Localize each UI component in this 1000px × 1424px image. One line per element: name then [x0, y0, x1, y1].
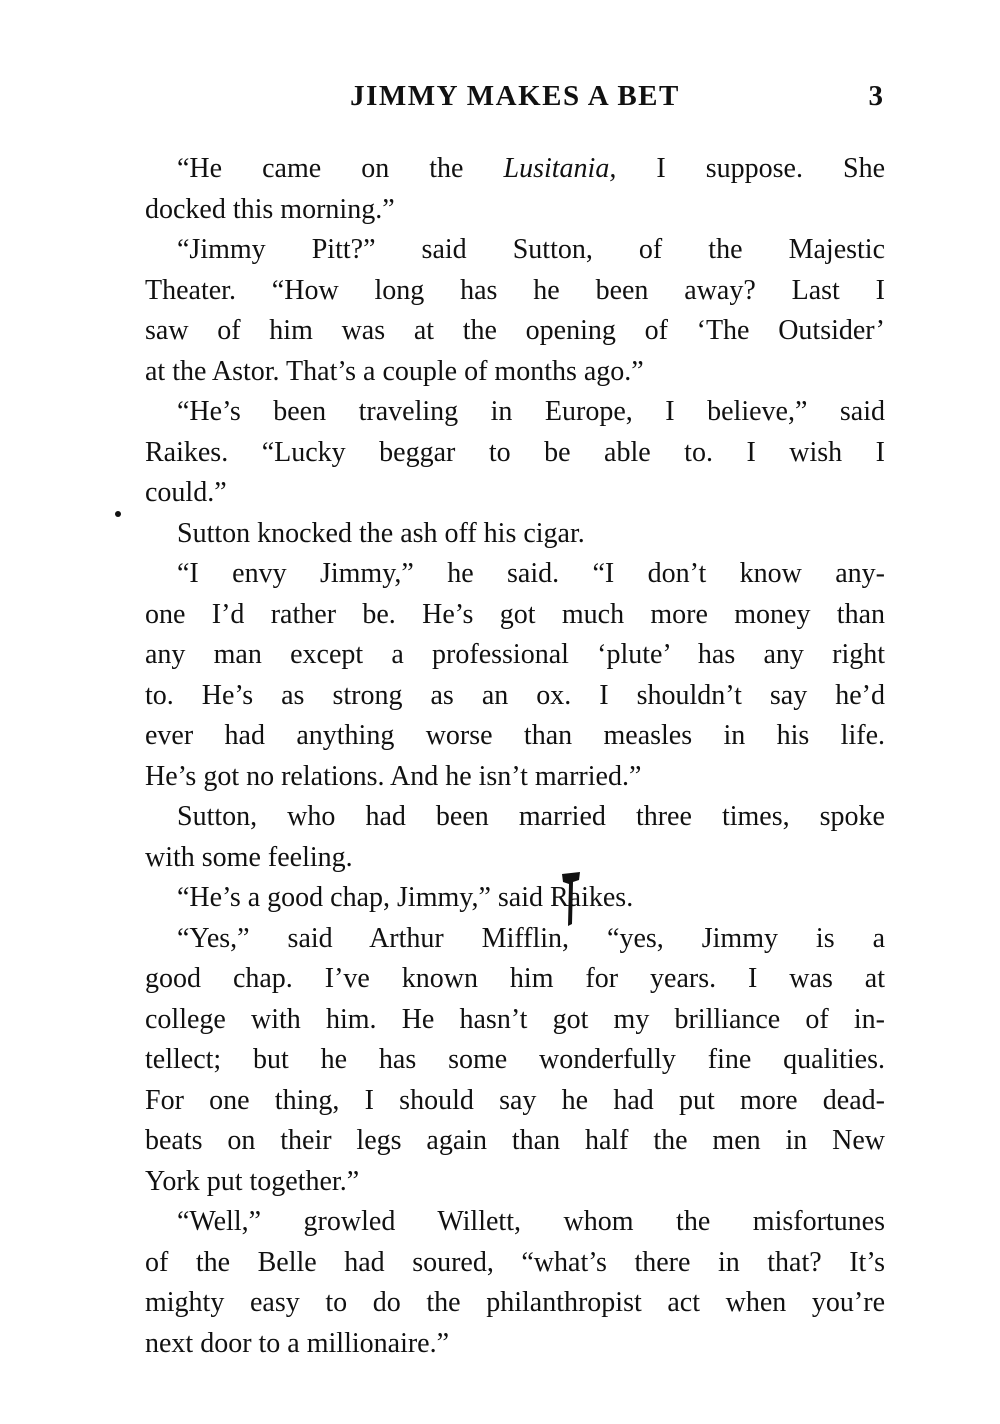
- text-line: could.”: [145, 477, 227, 508]
- stray-ink-dot: [114, 505, 122, 513]
- text-line: “He came on the Lusitania, I suppose. She: [177, 153, 885, 184]
- text-line: York put together.”: [145, 1165, 360, 1197]
- text-line: “He’s a good chap, Jimmy,” said Raikes.: [177, 882, 634, 913]
- text-line: saw of him was at the opening of ‘The Outsider’: [145, 315, 885, 346]
- text-line: Raikes. “Lucky beggar to be able to. I wish I: [145, 436, 885, 468]
- paragraph: [145, 878, 885, 919]
- text-line: to. He’s as strong as an ox. I shouldn’t say he’d: [145, 679, 885, 711]
- text-line: mighty easy to do the philanthropist act when you’re: [145, 1287, 885, 1318]
- paragraph: [145, 149, 885, 230]
- paragraph: [145, 1202, 885, 1364]
- text-line: one I’d rather be. He’s got much more money than: [145, 598, 885, 630]
- text-line: “I envy Jimmy,” he said. “I don’t know any-: [177, 558, 885, 589]
- paragraph: [145, 514, 885, 555]
- text-line: good chap. I’ve known him for years. I was at: [145, 963, 885, 994]
- text-line: tellect; but he has some wonderfully fine qualities.: [145, 1044, 885, 1075]
- paragraph: [145, 797, 885, 878]
- text-line: “He’s been traveling in Europe, I believe,” said: [177, 396, 885, 427]
- text-line: beats on their legs again than half the men in New: [145, 1125, 885, 1156]
- text-line: next door to a millionaire.”: [145, 1327, 450, 1359]
- text-line: Sutton knocked the ash off his cigar.: [177, 517, 585, 549]
- running-title: JIMMY MAKES A BET: [350, 80, 680, 112]
- text-line: college with him. He hasn’t got my brilliance of in-: [145, 1003, 885, 1035]
- paragraph: [145, 392, 885, 514]
- text-line: Sutton, who had been married three times, spoke: [177, 801, 885, 832]
- text-line: docked this morning.”: [145, 193, 395, 225]
- text-line: with some feeling.: [145, 841, 353, 873]
- body-text: [145, 149, 885, 1364]
- text-line: any man except a professional ‘plute’ has any right: [145, 639, 885, 670]
- text-line: For one thing, I should say he had put more dead-: [145, 1084, 885, 1116]
- text-line: ever had anything worse than measles in his life.: [145, 720, 885, 751]
- text-line: Theater. “How long has he been away? Last I: [145, 274, 885, 306]
- ship-name: Lusitania,: [503, 153, 617, 184]
- text-line: He’s got no relations. And he isn’t married.”: [145, 760, 642, 792]
- running-head: [145, 80, 885, 120]
- text-line: at the Astor. That’s a couple of months ago.”: [145, 355, 644, 387]
- paragraph: [145, 230, 885, 392]
- page-number: 3: [868, 80, 883, 112]
- paragraph: [145, 554, 885, 797]
- text-line: “Well,” growled Willett, whom the misfortunes: [177, 1206, 885, 1237]
- paragraph: [145, 919, 885, 1203]
- text-line: “Yes,” said Arthur Mifflin, “yes, Jimmy is a: [177, 922, 885, 954]
- text-line: of the Belle had soured, “what’s there in that? It’s: [145, 1246, 885, 1278]
- text-line: “Jimmy Pitt?” said Sutton, of the Majestic: [177, 234, 885, 265]
